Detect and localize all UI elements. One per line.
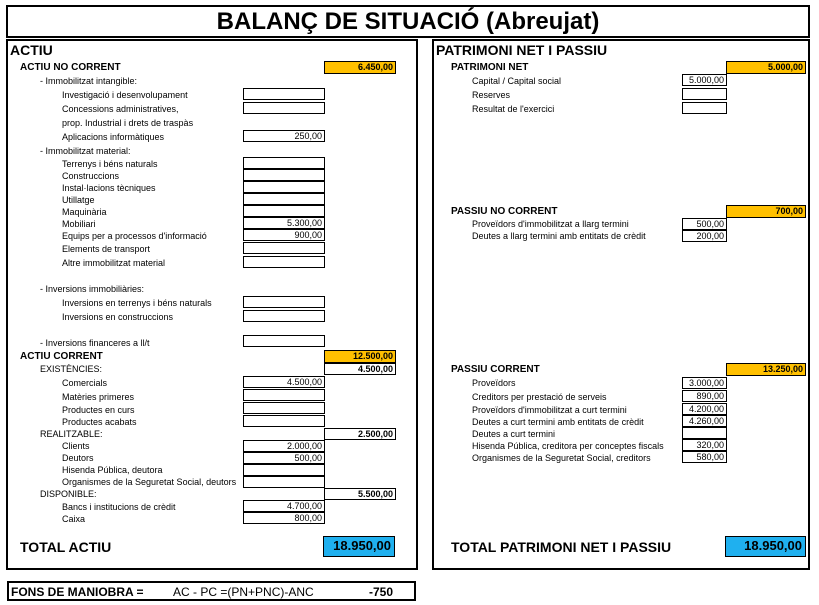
material-item-label: Maquinària [62,207,107,217]
pc-item-label: Creditors per prestació de serveis [472,392,607,402]
existencies-item-label: Productes acabats [62,417,137,427]
pc-item-value[interactable] [682,427,727,439]
intangible-item-label: Aplicacions informàtiques [62,132,165,142]
material-item-label: Altre immobilitzat material [62,258,166,268]
pn-label: PATRIMONI NET [451,62,529,73]
material-item-value[interactable] [243,256,325,268]
immobiliaries-item-label: Inversions en construccions [62,312,174,322]
realitzable-item-label: Organismes de la Seguretat Social, deutors [62,477,237,487]
page-title: BALANÇ DE SITUACIÓ (Abreujat) [6,5,810,38]
actiu-heading: ACTIU [10,42,53,58]
pn-item-value[interactable]: 5.000,00 [682,74,727,86]
anc-total: 6.450,00 [324,61,396,74]
disponible-label: DISPONIBLE: [40,489,97,499]
realitzable-item-label: Deutors [62,453,94,463]
financeres-value[interactable] [243,335,325,347]
intangible-item-label: Investigació i desenvolupament [62,90,188,100]
pn-item-value[interactable] [682,102,727,114]
pc-item-value[interactable]: 580,00 [682,451,727,463]
total-actiu-label: TOTAL ACTIU [20,539,112,555]
intangible-item-value[interactable]: 250,00 [243,130,325,142]
immobiliaries-label: - Inversions immobiliàries: [40,284,145,294]
financeres-label: - Inversions financeres a ll/t [40,338,150,348]
existencies-item-label: Comercials [62,378,108,388]
realitzable-total[interactable]: 2.500,00 [324,428,396,440]
material-item-label: Construccions [62,171,120,181]
disponible-item-label: Bancs i institucions de crèdit [62,502,176,512]
realitzable-item-value[interactable]: 500,00 [243,452,325,464]
existencies-item-value[interactable] [243,415,325,427]
immobiliaries-item-label: Inversions en terrenys i béns naturals [62,298,212,308]
pnc-item-label: Proveïdors d'immobilitzat a llarg termini [472,219,629,229]
pn-item-label: Resultat de l'exercici [472,104,555,114]
existencies-label: EXISTÈNCIES: [40,364,103,374]
intangible-item-value[interactable] [243,102,325,114]
fons-maniobra-formula: AC - PC =(PN+PNC)-ANC [173,585,314,599]
pc-item-label: Proveïdors d'immobilitzat a curt termini [472,405,627,415]
passiu-panel [432,39,810,570]
material-item-label: Instal·lacions tècniques [62,183,156,193]
material-label: - Immobilitzat material: [40,146,131,156]
pn-item-value[interactable] [682,88,727,100]
immobiliaries-item-value[interactable] [243,296,325,308]
realitzable-item-value[interactable] [243,476,325,488]
material-item-value[interactable] [243,193,325,205]
intangible-item-label: Concessions administratives, [62,104,179,114]
realitzable-item-label: Clients [62,441,90,451]
immobiliaries-item-value[interactable] [243,310,325,322]
fons-maniobra-label: FONS DE MANIOBRA = [11,585,144,599]
material-item-label: Utillatge [62,195,95,205]
material-item-value[interactable] [243,157,325,169]
disponible-item-label: Caixa [62,514,86,524]
pnc-total: 700,00 [726,205,806,218]
total-passiu-label: TOTAL PATRIMONI NET I PASSIU [451,539,672,555]
existencies-item-label: Productes en curs [62,405,135,415]
pc-item-value[interactable]: 3.000,00 [682,377,727,389]
material-item-value[interactable] [243,169,325,181]
fons-maniobra-row [7,581,416,601]
material-item-label: Equips per a processos d'informació [62,231,207,241]
pc-item-value[interactable]: 4.200,00 [682,403,727,415]
pc-item-label: Proveïdors [472,378,516,388]
ac-label: ACTIU CORRENT [20,351,103,362]
existencies-item-label: Matèries primeres [62,392,135,402]
pc-label: PASSIU CORRENT [451,364,540,375]
existencies-item-value[interactable]: 4.500,00 [243,376,325,388]
material-item-label: Mobiliari [62,219,96,229]
existencies-item-value[interactable] [243,389,325,401]
disponible-item-value[interactable]: 4.700,00 [243,500,325,512]
intangible-item-value[interactable] [243,88,325,100]
existencies-item-value[interactable] [243,402,325,414]
pc-total: 13.250,00 [726,363,806,376]
total-actiu-value: 18.950,00 [323,536,395,557]
realitzable-item-value[interactable] [243,464,325,476]
pn-total: 5.000,00 [726,61,806,74]
pnc-item-value[interactable]: 200,00 [682,230,727,242]
pnc-label: PASSIU NO CORRENT [451,206,558,217]
disponible-item-value[interactable]: 800,00 [243,512,325,524]
realitzable-label: REALITZABLE: [40,429,103,439]
pc-item-label: Deutes a curt termini amb entitats de crèdit [472,417,644,427]
pc-item-value[interactable]: 890,00 [682,390,727,402]
pn-item-label: Capital / Capital social [472,76,562,86]
material-item-value[interactable] [243,205,325,217]
material-item-value[interactable]: 5.300,00 [243,217,325,229]
fons-maniobra-value: -750 [369,585,394,599]
material-item-label: Terrenys i béns naturals [62,159,158,169]
realitzable-item-value[interactable]: 2.000,00 [243,440,325,452]
pc-item-label: Organismes de la Seguretat Social, creditors [472,453,651,463]
pc-item-label: Hisenda Pública, creditora per conceptes fiscals [472,441,664,451]
ac-total: 12.500,00 [324,350,396,363]
pc-item-label: Deutes a curt termini [472,429,556,439]
pc-item-value[interactable]: 320,00 [682,439,727,451]
total-passiu-value: 18.950,00 [725,536,806,557]
material-item-value[interactable] [243,242,325,254]
material-item-label: Elements de transport [62,244,151,254]
pc-item-value[interactable]: 4.260,00 [682,415,727,427]
intangible-label: - Immobilitzat intangible: [40,76,138,86]
pnc-item-value[interactable]: 500,00 [682,218,727,230]
passiu-heading: PATRIMONI NET I PASSIU [436,42,608,58]
pn-item-label: Reserves [472,90,511,100]
pnc-item-label: Deutes a llarg termini amb entitats de crèdit [472,231,646,241]
intangible-item-label: prop. Industrial i drets de traspàs [62,118,194,128]
anc-label: ACTIU NO CORRENT [20,62,121,73]
existencies-total[interactable]: 4.500,00 [324,363,396,375]
realitzable-item-label: Hisenda Pública, deutora [62,465,163,475]
material-item-value[interactable] [243,181,325,193]
material-item-value[interactable]: 900,00 [243,229,325,241]
disponible-total[interactable]: 5.500,00 [324,488,396,500]
